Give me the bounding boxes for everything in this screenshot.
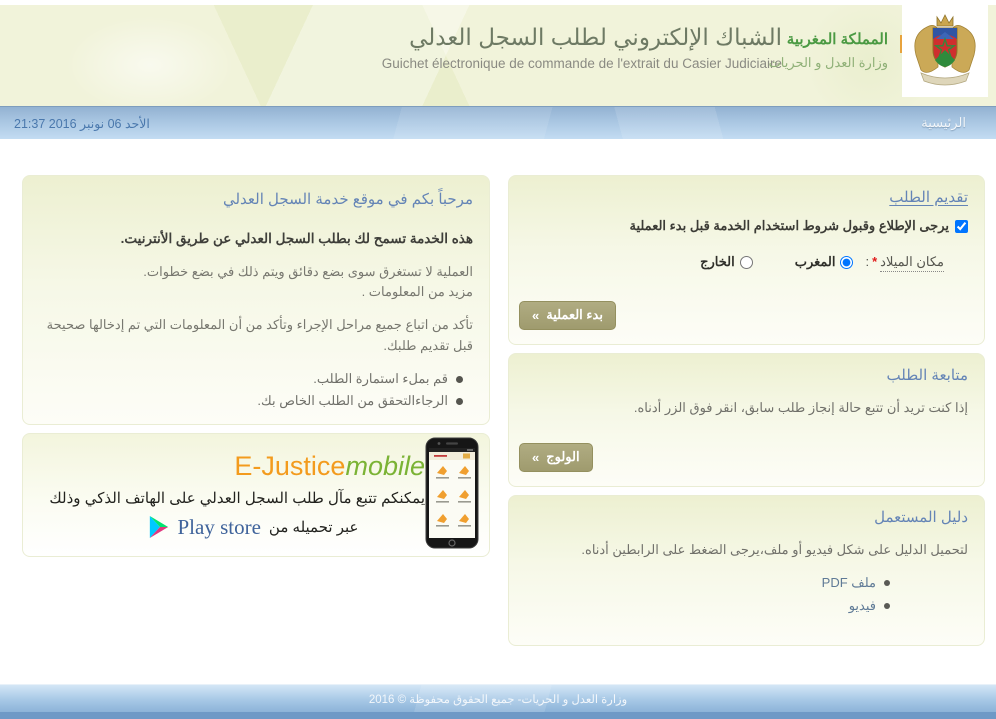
radio-option-abroad[interactable] (700, 254, 753, 270)
panel-follow-request (508, 353, 985, 487)
double-chevron-icon: « (532, 307, 540, 323)
guide-link-pdf[interactable]: ملف PDF (525, 575, 890, 591)
site-header (0, 5, 996, 106)
footer-bar (0, 684, 996, 712)
radio-abroad[interactable] (740, 256, 753, 269)
play-store-label: Play store (177, 514, 261, 539)
home-link[interactable]: الرئيسية (921, 115, 966, 130)
terms-label: يرجى الإطلاع وقبول شروط استخدام الخدمة قبل بدء العملية (629, 218, 949, 233)
smartphone-graphic (425, 437, 479, 549)
login-button[interactable]: الولوج « (519, 443, 593, 472)
play-store-icon (148, 515, 170, 539)
datetime-text: الأحد 06 نونبر 2016 21:37 (14, 116, 150, 131)
request-column (508, 175, 985, 646)
guide-panel-title: دليل المستعمل (874, 509, 968, 526)
ejustice-description: يمكنكم تتبع مآل طلب السجل العدلي على الهاتف الذكي وذلك (49, 490, 425, 508)
download-prefix: عبر تحميله من (268, 519, 359, 537)
welcome-line1: العملية لا تستغرق سوى بضع دقائق ويتم ذلك في بضع خطوات. مزيد من المعلومات . (143, 263, 473, 300)
guide-link-video[interactable]: فيديو (525, 598, 890, 614)
guide-links (525, 575, 968, 621)
welcome-line2: تأكد من اتباع جميع مراحل الإجراء وتأكد من أن المعلومات التي تم إدخالها صحيحة قبل تقديم طلبك. (46, 317, 473, 353)
follow-text: إذا كنت تريد أن تتبع حالة إنجاز طلب سابق، انقر فوق الزر أدناه. (633, 400, 968, 415)
brand-ejustice: E-Justice (234, 451, 346, 482)
kingdom-title: المملكة المغربية (786, 31, 888, 48)
submit-panel-title: تقديم الطلب (889, 189, 968, 206)
play-store-link[interactable] (41, 515, 425, 540)
radio-label-morocco[interactable]: المغرب (794, 254, 836, 269)
welcome-column (22, 175, 490, 557)
footer-strip (0, 712, 996, 719)
welcome-step-item: الرجاءالتحقق من الطلب الخاص بك. (39, 393, 463, 409)
coat-of-arms-icon (909, 9, 981, 93)
radio-option-morocco[interactable] (795, 254, 854, 270)
welcome-step-item: قم بملء استمارة الطلب. (39, 371, 463, 387)
copyright-text: وزارة العدل و الحريات- جميع الحقوق محفوظة © 2016 (368, 693, 628, 706)
ministry-block (769, 29, 888, 71)
welcome-title: مرحباً بكم في موقع خدمة السجل العدلي (222, 191, 473, 208)
colon: : (865, 254, 870, 269)
nav-bar (0, 106, 996, 139)
birthplace-label: مكان الميلاد*: (865, 254, 944, 270)
brand-mobile: mobile (345, 451, 425, 482)
birthplace-row (525, 254, 968, 270)
site-title-block (382, 21, 782, 71)
panel-user-guide (508, 495, 985, 646)
panel-submit-request (508, 175, 985, 345)
ejustice-text-block (33, 450, 425, 540)
coat-of-arms (902, 5, 988, 97)
start-process-button[interactable]: بدء العملية « (519, 301, 616, 330)
terms-checkbox[interactable] (955, 220, 968, 233)
terms-row (525, 218, 968, 234)
radio-label-abroad[interactable]: الخارج (700, 254, 735, 269)
site-title-arabic: الشباك الإلكتروني لطلب السجل العدلي (409, 24, 782, 50)
ministry-title: وزارة العدل و الحريات (768, 55, 888, 70)
more-info-link[interactable]: مزيد من المعلومات . (361, 284, 473, 300)
welcome-intro: هذه الخدمة تسمح لك بطلب السجل العدلي عن طريق الأنترنيت. (120, 231, 473, 246)
required-asterisk: * (872, 254, 878, 269)
radio-morocco[interactable] (840, 256, 853, 269)
welcome-steps (39, 371, 473, 415)
smartphone-image (425, 437, 479, 554)
follow-panel-title: متابعة الطلب (886, 367, 968, 384)
guide-text: لتحميل الدليل على شكل فيديو أو ملف،يرجى الضغط على الرابطين أدناه. (581, 542, 968, 557)
panel-welcome (22, 175, 490, 425)
site-title-french: Guichet électronique de commande de l'extrait du Casier Judiciaire (381, 56, 782, 72)
double-chevron-icon: « (532, 449, 540, 465)
ejustice-brand (41, 450, 425, 482)
content (0, 139, 996, 684)
footer (0, 684, 996, 719)
panel-ejustice (22, 433, 490, 557)
